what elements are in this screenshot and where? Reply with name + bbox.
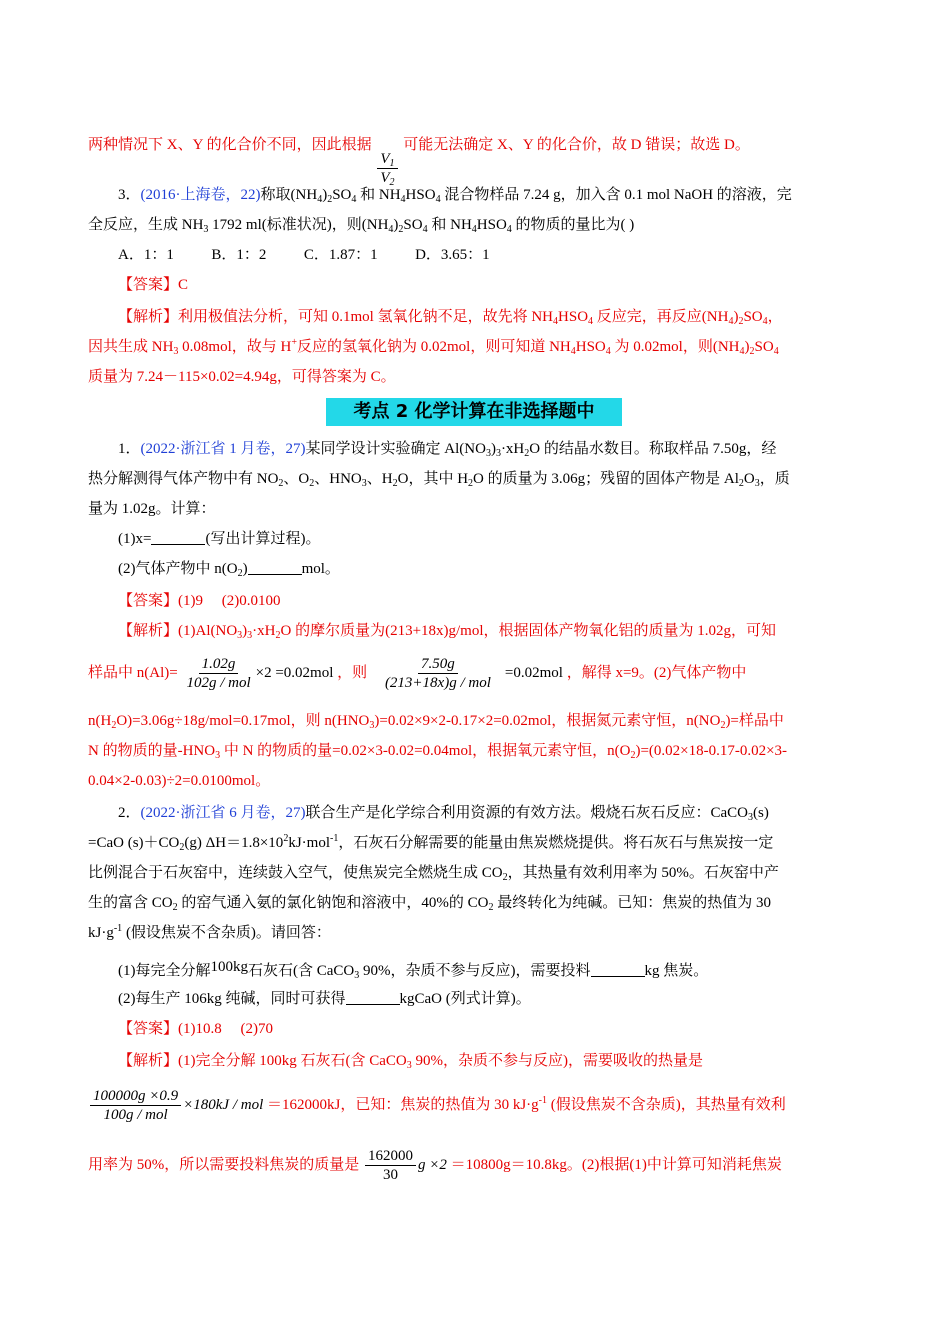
fraction-coke: $\frac{162000}{30}$ — [365, 1147, 416, 1184]
text-line: 热分解测得气体产物中有 $NO_2$、$O_2$、$HNO_3$、$H_2O$，其中 $H_2O$ 的质量为 3.06g；残留的固体产物是 $Al_2O_3$，质 — [88, 471, 790, 489]
sub-question-2: (2)每生产 106kg 纯碱，同时可获得 kgCaO (列式计算)。 — [118, 991, 531, 1007]
text-line: 用率为 50%，所以需要投料焦炭的质量是 $\frac{162000}{30}$ g ×2 ＝10800g＝10.8kg。(2)根据(1)中计算可知消耗焦炭 — [88, 1148, 782, 1184]
text-line: 因共生成 $NH_3$ 0.08mol，故与 H+反应的氢氧化钠为 0.02mol，则可知道 $NH_4HSO_4$ 为 0.02mol，则$(NH_4)_2SO_4$ — [88, 337, 779, 357]
question-3: 3．(2016·上海卷，22)称取$(NH_4)_2SO_4$ 和 $NH_4HSO_4$ 混合物样品 7.24 g，加入含 0.1 mol NaOH 的溶液，完 — [118, 187, 792, 205]
sub-question-1: (1)x= (写出计算过程)。 — [118, 531, 321, 547]
answer: 【答案】C — [118, 277, 189, 293]
answer-blank[interactable] — [346, 1003, 400, 1005]
answer-blank[interactable] — [591, 975, 645, 977]
text-line: =CaO $(s)+CO_2(g)$ $\Delta H=1.8\times 10^2kJ\cdot mol^{-1}$，石灰石分解需要的能量由焦炭燃烧提供。将石灰石与焦炭按一定 — [88, 833, 774, 853]
text-line: 量为 1.02g。计算： — [88, 501, 216, 517]
fraction-heat: $\frac{100000g \times 0.9}{\text{100g / mol}}$ — [90, 1087, 181, 1124]
text-line: 样品中 n(Al)= $\frac{1.02g}{\text{102g / mol}}$ ×2 =0.02mol ，则 $\frac{7.50g}{\text{(213+18x)g / mol}}$ =0.02mol ，解得 x=9。(2)气体产物中 — [88, 656, 747, 692]
problem-1: 1．(2022·浙江省 1 月卷，27)某同学设计实验确定 $Al(NO_3)_3\cdot xH_2O$ 的结晶水数目。称取样品 7.50g，经 — [118, 441, 777, 459]
sub-question-1: (1)每完全分解100kg石灰石(含 CaCO$_3$ 90%，杂质不参与反应)，需要投料 kg 焦炭。 — [118, 959, 709, 981]
text-line: 质量为 7.24－115×0.02=4.94g，可得答案为 C。 — [88, 369, 396, 385]
text-line: $n(H_2O)=3.06g\div 18g/mol=0.17mol$，则 $n(HNO_3)=0.02\times 9\times 2-0.17\times 2=0.02mol$，根据氮元素守恒，$n(NO_2)=$样品中 — [88, 713, 784, 731]
text-line: $\frac{100000g \times 0.9}{\text{100g / mol}}$ ×180kJ / mol ＝162000kJ，已知：焦炭的热值为 30 $kJ\cdot g^{-1}$ (假设焦炭不含杂质)，其热量有效利 — [88, 1082, 862, 1128]
text-line: N 的物质的量$-HNO_3$ 中 N 的物质的量=0.02×3-0.02=0.04mol，根据氧元素守恒，$n(O_2)=(0.02\times 18-0.17-0.02\times 3-$ — [88, 743, 788, 761]
answer: 【答案】(1)9 (2)0.0100 — [118, 593, 281, 609]
fraction-sample: $\frac{7.50g}{\text{(213+18x)g / mol}}$ — [384, 656, 491, 692]
text-line: 比例混合于石灰窑中，连续鼓入空气，使焦炭完全燃烧生成 $CO_2$，其热量有效利用率为 50%。石灰窑中产 — [88, 865, 779, 883]
answer-blank[interactable] — [248, 573, 302, 575]
text-line: $kJ\cdot g^{-1}$ (假设焦炭不含杂质)。请回答： — [88, 923, 331, 941]
text-line: 全反应，生成 $NH_3$ 1792 ml(标准状况)，则$(NH_4)_2SO_4$ 和 $NH_4HSO_4$ 的物质的量比为( ) — [88, 217, 635, 235]
fraction-v1-v2: $\frac{V_1}{V_2}$ — [377, 150, 397, 187]
explanation: 【解析】(1)完全分解 100kg 石灰石(含 CaCO$_3$ 90%，杂质不参与反应)，需要吸收的热量是 — [118, 1053, 703, 1071]
text-line: 两种情况下 X、Y 的化合价不同，因此根据 $\frac{V_1}{V_2}$ 可能无法确定 X、Y 的化合价，故 D 错误；故选 D。 — [88, 137, 750, 188]
options: A．1：1 B．1：2 C．1.87：1 D．3.65：1 — [118, 247, 490, 263]
section-title: 考点 2 化学计算在非选择题中 — [326, 398, 622, 426]
fraction-n-al: $\frac{1.02g}{\text{102g / mol}}$ — [186, 656, 251, 692]
explanation: 【解析】$(1)Al(NO_3)_3\cdot xH_2O$ 的摩尔质量为(213+18x)g/mol，根据固体产物氧化铝的质量为 1.02g，可知 — [118, 623, 777, 641]
explanation: 【解析】利用极值法分析，可知 0.1mol 氢氧化钠不足，故先将 $NH_4HSO_4$ 反应完，再反应$(NH_4)_2SO_4$， — [118, 309, 783, 327]
text-line: 0.04×2-0.03)÷2=0.0100mol。 — [88, 773, 271, 789]
answer: 【答案】(1)10.8 (2)70 — [118, 1021, 273, 1037]
answer-blank[interactable] — [151, 543, 205, 545]
problem-2: 2．(2022·浙江省 6 月卷，27)联合生产是化学综合利用资源的有效方法。煅烧石灰石反应：CaCO$_3$(s) — [118, 805, 769, 823]
sub-question-2: (2)气体产物中 $n(O_2)$ mol。 — [118, 561, 340, 579]
text-line: 生的富含 $CO_2$ 的窑气通入氨的氯化钠饱和溶液中，40%的 $CO_2$ 最终转化为纯碱。已知：焦炭的热值为 30 — [88, 895, 771, 913]
